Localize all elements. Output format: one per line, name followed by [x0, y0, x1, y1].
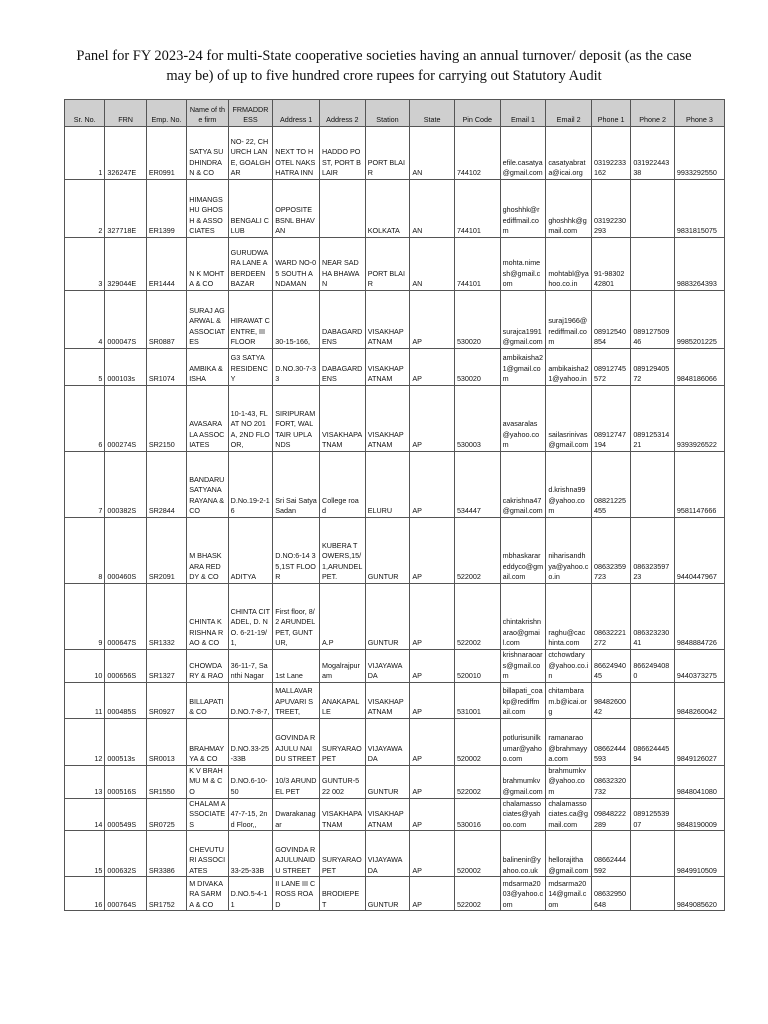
cell-email2: hellorajitha@gmail.com: [546, 831, 592, 877]
cell-emp: SR1752: [146, 877, 186, 911]
cell-name: HIMANGSHU GHOSH & ASSOCIATES: [187, 180, 228, 238]
cell-phone1: 09848222289: [592, 798, 631, 831]
cell-frn: 000513s: [105, 718, 146, 765]
table-row: [65, 452, 725, 518]
cell-phone3: 9849085620: [674, 877, 724, 911]
cell-phone3: 9581147666: [674, 452, 724, 518]
cell-phone3: 9849910509: [674, 831, 724, 877]
cell-station: VIJAYAWADA: [365, 650, 410, 683]
cell-email1: mdsarma2003@yahoo.com: [500, 877, 546, 911]
cell-station: VISAKHAPATNAM: [365, 386, 410, 452]
cell-emp: SR1327: [146, 650, 186, 683]
cell-emp: SR2844: [146, 452, 186, 518]
cell-emp: SR0927: [146, 682, 186, 718]
table-header-row: [65, 100, 725, 127]
cell-email1: billapati_coakp@rediffmail.com: [500, 682, 546, 718]
cell-phone1: 08912540854: [592, 291, 631, 349]
cell-name: BRAHMAYYA & CO: [187, 718, 228, 765]
cell-email2: mdsarma2014@gmail.com: [546, 877, 592, 911]
cell-emp: SR0725: [146, 798, 186, 831]
cell-email2: ramanarao@brahmayya.com: [546, 718, 592, 765]
cell-name: M DIVAKARA SARMA & CO: [187, 877, 228, 911]
cell-email2: niharisandhya@yahoo.co.in: [546, 518, 592, 584]
cell-address1: First floor, 8/2 ARUNDELPET, GUNTUR,: [273, 584, 320, 650]
column-header: Emp. No.: [146, 100, 186, 127]
cell-frmaddress: NO- 22, CHURCH LANE, GOALGHAR: [228, 127, 273, 180]
cell-pin: 520002: [454, 718, 500, 765]
cell-sr: 3: [65, 238, 105, 291]
cell-emp: SR0887: [146, 291, 186, 349]
cell-phone1: 08821225455: [592, 452, 631, 518]
table-row: [65, 349, 725, 386]
cell-emp: ER1444: [146, 238, 186, 291]
cell-phone2: [631, 452, 675, 518]
cell-frn: 000103s: [105, 349, 146, 386]
cell-sr: 1: [65, 127, 105, 180]
cell-pin: 534447: [454, 452, 500, 518]
cell-address1: SIRIPURAM FORT, WALTAIR UPLANDS: [273, 386, 320, 452]
cell-address2: [320, 180, 366, 238]
cell-phone1: 91-9830242801: [592, 238, 631, 291]
table-row: [65, 180, 725, 238]
cell-station: ELURU: [365, 452, 410, 518]
cell-pin: 744102: [454, 127, 500, 180]
cell-frn: 000647S: [105, 584, 146, 650]
cell-email2: ctchowdary@yahoo.co.in: [546, 650, 592, 683]
cell-state: AP: [410, 798, 455, 831]
cell-phone2: [631, 238, 675, 291]
cell-phone3: 9985201225: [674, 291, 724, 349]
cell-sr: 15: [65, 831, 105, 877]
cell-sr: 8: [65, 518, 105, 584]
table-row: [65, 584, 725, 650]
cell-address2: SURYARAOPET: [320, 718, 366, 765]
cell-pin: 522002: [454, 765, 500, 798]
cell-frmaddress: D.NO.33-25-33B: [228, 718, 273, 765]
cell-frmaddress: ADITYA: [228, 518, 273, 584]
cell-address2: Mogalrajpuram: [320, 650, 366, 683]
cell-address1: D.NO.30-7-33: [273, 349, 320, 386]
cell-phone2: [631, 765, 675, 798]
cell-state: AP: [410, 291, 455, 349]
cell-phone1: 08632359723: [592, 518, 631, 584]
cell-frn: 000382S: [105, 452, 146, 518]
cell-frmaddress: D.NO.7-8-7,: [228, 682, 273, 718]
cell-phone1: 08632320732: [592, 765, 631, 798]
cell-frn: 000460S: [105, 518, 146, 584]
cell-phone2: [631, 831, 675, 877]
cell-station: PORT BLAIR: [365, 238, 410, 291]
cell-phone3: 9393926522: [674, 386, 724, 452]
cell-address2: VISAKHAPATNAM: [320, 798, 366, 831]
cell-frmaddress: 47-7-15, 2nd Floor,,: [228, 798, 273, 831]
cell-email1: potlurisunilkumar@yahoo.com: [500, 718, 546, 765]
cell-state: AP: [410, 877, 455, 911]
cell-address1: MALLAVARAPUVARI STREET,: [273, 682, 320, 718]
cell-phone1: 8662494045: [592, 650, 631, 683]
cell-name: M BHASKARA REDDY & CO: [187, 518, 228, 584]
cell-phone3: 9848186066: [674, 349, 724, 386]
cell-station: GUNTUR: [365, 765, 410, 798]
cell-phone3: 9849126027: [674, 718, 724, 765]
cell-frn: 000274S: [105, 386, 146, 452]
cell-frn: 329044E: [105, 238, 146, 291]
cell-sr: 12: [65, 718, 105, 765]
cell-phone2: 03192244338: [631, 127, 675, 180]
cell-pin: 744101: [454, 180, 500, 238]
cell-name: BILLAPATI & CO: [187, 682, 228, 718]
column-header: Address 2: [320, 100, 366, 127]
cell-address1: GOVINDA RAJULU NAIDU STREET: [273, 718, 320, 765]
column-header: State: [410, 100, 455, 127]
cell-frn: 000632S: [105, 831, 146, 877]
cell-address2: BRODIEPET: [320, 877, 366, 911]
cell-name: CHOWDARY & RAO: [187, 650, 228, 683]
cell-phone2: 08662444594: [631, 718, 675, 765]
cell-address2: A.P: [320, 584, 366, 650]
cell-phone2: 08912750946: [631, 291, 675, 349]
cell-pin: 522002: [454, 518, 500, 584]
cell-phone3: 9848884726: [674, 584, 724, 650]
cell-station: GUNTUR: [365, 518, 410, 584]
cell-frn: 000549S: [105, 798, 146, 831]
cell-sr: 14: [65, 798, 105, 831]
cell-name: CHEVUTURI ASSOCIATES: [187, 831, 228, 877]
table-row: [65, 831, 725, 877]
cell-email2: casatyabrata@icai.org: [546, 127, 592, 180]
cell-email2: chalamassociates.ca@gmail.com: [546, 798, 592, 831]
cell-phone1: 08632950648: [592, 877, 631, 911]
cell-phone1: 08912747194: [592, 386, 631, 452]
cell-address2: NEAR SADHA BHAWAN: [320, 238, 366, 291]
cell-email2: brahmumkv@yahoo.com: [546, 765, 592, 798]
cell-email1: ambikaisha21@gmail.com: [500, 349, 546, 386]
cell-email1: chalamassociates@yahoo.com: [500, 798, 546, 831]
cell-email2: ambikaisha21@yahoo.in: [546, 349, 592, 386]
cell-address2: HADDO POST, PORT BLAIR: [320, 127, 366, 180]
cell-frn: 000047S: [105, 291, 146, 349]
cell-state: AP: [410, 452, 455, 518]
cell-address1: 30-15-166,: [273, 291, 320, 349]
auditor-panel-table: [64, 99, 725, 911]
cell-emp: SR2150: [146, 386, 186, 452]
cell-emp: ER0991: [146, 127, 186, 180]
cell-state: AP: [410, 349, 455, 386]
cell-pin: 520002: [454, 831, 500, 877]
cell-phone2: 08632323041: [631, 584, 675, 650]
cell-station: VISAKHAPATNAM: [365, 682, 410, 718]
cell-pin: 531001: [454, 682, 500, 718]
cell-email1: krishnaraoars@gmail.com: [500, 650, 546, 683]
cell-address2: DABAGARDENS: [320, 349, 366, 386]
table-row: [65, 765, 725, 798]
cell-email2: suraj1966@rediffmail.com: [546, 291, 592, 349]
cell-address2: ANAKAPALLE: [320, 682, 366, 718]
cell-name: N K MOHTA & CO: [187, 238, 228, 291]
cell-name: CHINTA KRISHNA RAO & CO: [187, 584, 228, 650]
cell-name: CHALAM ASSOCIATES: [187, 798, 228, 831]
cell-phone2: 08912940572: [631, 349, 675, 386]
cell-frmaddress: HIRAWAT CENTRE, III FLOOR: [228, 291, 273, 349]
cell-state: AP: [410, 718, 455, 765]
cell-address2: GUNTUR-522 002: [320, 765, 366, 798]
cell-email1: brahmumkv@gmail.com: [500, 765, 546, 798]
column-header: Address 1: [273, 100, 320, 127]
cell-address2: DABAGARDENS: [320, 291, 366, 349]
cell-pin: 530016: [454, 798, 500, 831]
cell-pin: 530020: [454, 349, 500, 386]
table-row: [65, 386, 725, 452]
table-body: [65, 127, 725, 911]
cell-email2: d.krishna99@yahoo.com: [546, 452, 592, 518]
cell-name: BANDARU SATYANARAYANA & CO: [187, 452, 228, 518]
cell-address1: NEXT TO HOTEL NAKSHATRA INN: [273, 127, 320, 180]
cell-phone2: 08632359723: [631, 518, 675, 584]
cell-name: AMBIKA & ISHA: [187, 349, 228, 386]
cell-email1: surajca1991@gmail.com: [500, 291, 546, 349]
table-row: [65, 291, 725, 349]
cell-pin: 520010: [454, 650, 500, 683]
table-row: [65, 238, 725, 291]
cell-frn: 326247E: [105, 127, 146, 180]
cell-state: AP: [410, 765, 455, 798]
column-header: FRN: [105, 100, 146, 127]
cell-emp: SR3386: [146, 831, 186, 877]
cell-phone3: 9848041080: [674, 765, 724, 798]
cell-address1: WARD NO-05 SOUTH ANDAMAN: [273, 238, 320, 291]
cell-sr: 5: [65, 349, 105, 386]
cell-email1: ghoshhk@rediffmail.com: [500, 180, 546, 238]
cell-address1: II LANE III CROSS ROAD: [273, 877, 320, 911]
cell-station: VISAKHAPATNAM: [365, 349, 410, 386]
cell-state: AN: [410, 127, 455, 180]
cell-phone1: 03192230293: [592, 180, 631, 238]
cell-state: AP: [410, 650, 455, 683]
column-header: FRMADDRESS: [228, 100, 273, 127]
cell-phone2: [631, 180, 675, 238]
cell-pin: 522002: [454, 584, 500, 650]
cell-address1: D.NO:6-14 35,1ST FLOOR: [273, 518, 320, 584]
cell-frn: 000485S: [105, 682, 146, 718]
cell-pin: 522002: [454, 877, 500, 911]
table-row: [65, 798, 725, 831]
cell-emp: SR2091: [146, 518, 186, 584]
cell-station: VISAKHAPATNAM: [365, 291, 410, 349]
cell-frmaddress: D.NO.6-10-50: [228, 765, 273, 798]
cell-phone3: 9831815075: [674, 180, 724, 238]
cell-state: AP: [410, 682, 455, 718]
table-row: [65, 127, 725, 180]
cell-name: AVASARALA ASSOCIATES: [187, 386, 228, 452]
cell-sr: 2: [65, 180, 105, 238]
cell-frn: 000516S: [105, 765, 146, 798]
cell-phone2: [631, 682, 675, 718]
cell-emp: ER1399: [146, 180, 186, 238]
cell-address2: KUBERA TOWERS,15/1,ARUNDELPET.: [320, 518, 366, 584]
cell-phone2: 08912553907: [631, 798, 675, 831]
cell-email2: raghu@cachinta.com: [546, 584, 592, 650]
cell-emp: SR1074: [146, 349, 186, 386]
cell-pin: 530003: [454, 386, 500, 452]
cell-email1: cakrishna47@gmail.com: [500, 452, 546, 518]
cell-pin: 530020: [454, 291, 500, 349]
cell-emp: SR0013: [146, 718, 186, 765]
cell-sr: 4: [65, 291, 105, 349]
cell-sr: 9: [65, 584, 105, 650]
cell-state: AP: [410, 518, 455, 584]
cell-phone1: 08662444592: [592, 831, 631, 877]
cell-phone1: 08662444593: [592, 718, 631, 765]
cell-station: GUNTUR: [365, 877, 410, 911]
cell-phone3: 9848190009: [674, 798, 724, 831]
cell-email1: balinenir@yahoo.co.uk: [500, 831, 546, 877]
cell-state: AP: [410, 584, 455, 650]
cell-email1: efile.casatya@gmail.com: [500, 127, 546, 180]
cell-name: K V BRAHMU M & CO: [187, 765, 228, 798]
cell-phone3: 9440373275: [674, 650, 724, 683]
cell-frmaddress: GURUDWARA LANE ABERDEEN BAZAR: [228, 238, 273, 291]
table-row: [65, 682, 725, 718]
cell-station: VIJAYAWADA: [365, 718, 410, 765]
cell-state: AN: [410, 180, 455, 238]
cell-email1: mohta.nimesh@gmail.com: [500, 238, 546, 291]
cell-name: SURAJ AGARWAL & ASSOCIATES: [187, 291, 228, 349]
cell-phone1: 9848260042: [592, 682, 631, 718]
cell-sr: 13: [65, 765, 105, 798]
cell-sr: 11: [65, 682, 105, 718]
cell-address1: 1st Lane: [273, 650, 320, 683]
column-header: Sr. No.: [65, 100, 105, 127]
cell-frmaddress: 36-11-7, Santhi Nagar: [228, 650, 273, 683]
cell-address1: GOVINDA RAJULUNAIDU STREET: [273, 831, 320, 877]
cell-phone3: 9933292550: [674, 127, 724, 180]
cell-phone2: 08912531421: [631, 386, 675, 452]
cell-address2: College road: [320, 452, 366, 518]
column-header: Phone 3: [674, 100, 724, 127]
cell-phone1: 03192233162: [592, 127, 631, 180]
cell-address2: VISAKHAPATNAM: [320, 386, 366, 452]
cell-station: GUNTUR: [365, 584, 410, 650]
cell-address1: OPPOSITE BSNL BHAVAN: [273, 180, 320, 238]
cell-pin: 744101: [454, 238, 500, 291]
cell-email1: avasaralas@yahoo.com: [500, 386, 546, 452]
column-header: Phone 2: [631, 100, 675, 127]
cell-frmaddress: D.No.19-2-16: [228, 452, 273, 518]
column-header: Email 2: [546, 100, 592, 127]
cell-sr: 10: [65, 650, 105, 683]
cell-address1: Dwarakanagar: [273, 798, 320, 831]
cell-phone2: [631, 877, 675, 911]
cell-frmaddress: D.NO.5-4-11: [228, 877, 273, 911]
cell-station: PORT BLAIR: [365, 127, 410, 180]
table-row: [65, 650, 725, 683]
cell-email1: chintakrishnarao@gmail.com: [500, 584, 546, 650]
cell-sr: 6: [65, 386, 105, 452]
cell-state: AN: [410, 238, 455, 291]
cell-phone1: 08632221272: [592, 584, 631, 650]
cell-name: SATYA SUDHINDRAN & CO: [187, 127, 228, 180]
cell-sr: 16: [65, 877, 105, 911]
column-header: Email 1: [500, 100, 546, 127]
cell-phone3: 9440447967: [674, 518, 724, 584]
cell-station: KOLKATA: [365, 180, 410, 238]
cell-phone3: 9848260042: [674, 682, 724, 718]
cell-frmaddress: 33-25-33B: [228, 831, 273, 877]
table-row: [65, 718, 725, 765]
cell-sr: 7: [65, 452, 105, 518]
cell-frmaddress: G3 SATYA RESIDENCY: [228, 349, 273, 386]
cell-address1: Sri Sai Satya Sadan: [273, 452, 320, 518]
cell-email2: chitambaram.b@icai.org: [546, 682, 592, 718]
cell-address2: SURYARAOPET: [320, 831, 366, 877]
cell-phone2: 8662494080: [631, 650, 675, 683]
cell-phone3: 9883264393: [674, 238, 724, 291]
cell-frn: 000764S: [105, 877, 146, 911]
cell-state: AP: [410, 386, 455, 452]
table-row: [65, 518, 725, 584]
cell-email2: mohtabl@yahoo.co.in: [546, 238, 592, 291]
cell-frmaddress: 10-1-43, FLAT NO 201A, 2ND FLOOR,: [228, 386, 273, 452]
document-title: [40, 46, 728, 86]
table-row: [65, 877, 725, 911]
cell-address1: 10/3 ARUNDEL PET: [273, 765, 320, 798]
document-title-line-1: Panel for FY 2023-24 for multi-State cooperative societies having an annual turnover/ deposit (as the case: [76, 48, 692, 64]
column-header: Pin Code: [454, 100, 500, 127]
cell-frmaddress: CHINTA CITADEL, D. NO. 6-21-19/1,: [228, 584, 273, 650]
cell-state: AP: [410, 831, 455, 877]
cell-station: VIJAYAWADA: [365, 831, 410, 877]
cell-frn: 327718E: [105, 180, 146, 238]
cell-emp: SR1332: [146, 584, 186, 650]
cell-email1: mbhaskarareddyco@gmail.com: [500, 518, 546, 584]
column-header: Name of the firm: [187, 100, 228, 127]
cell-email2: sailasrinivas@gmail.com: [546, 386, 592, 452]
column-header: Station: [365, 100, 410, 127]
cell-emp: SR1550: [146, 765, 186, 798]
column-header: Phone 1: [592, 100, 631, 127]
cell-frmaddress: BENGALI CLUB: [228, 180, 273, 238]
cell-phone1: 08912745572: [592, 349, 631, 386]
cell-frn: 000656S: [105, 650, 146, 683]
cell-email2: ghoshhk@gmail.com: [546, 180, 592, 238]
document-title-line-2: may be) of up to five hundred crore rupees for carrying out Statutory Audit: [166, 68, 602, 84]
cell-station: VISAKHAPATNAM: [365, 798, 410, 831]
